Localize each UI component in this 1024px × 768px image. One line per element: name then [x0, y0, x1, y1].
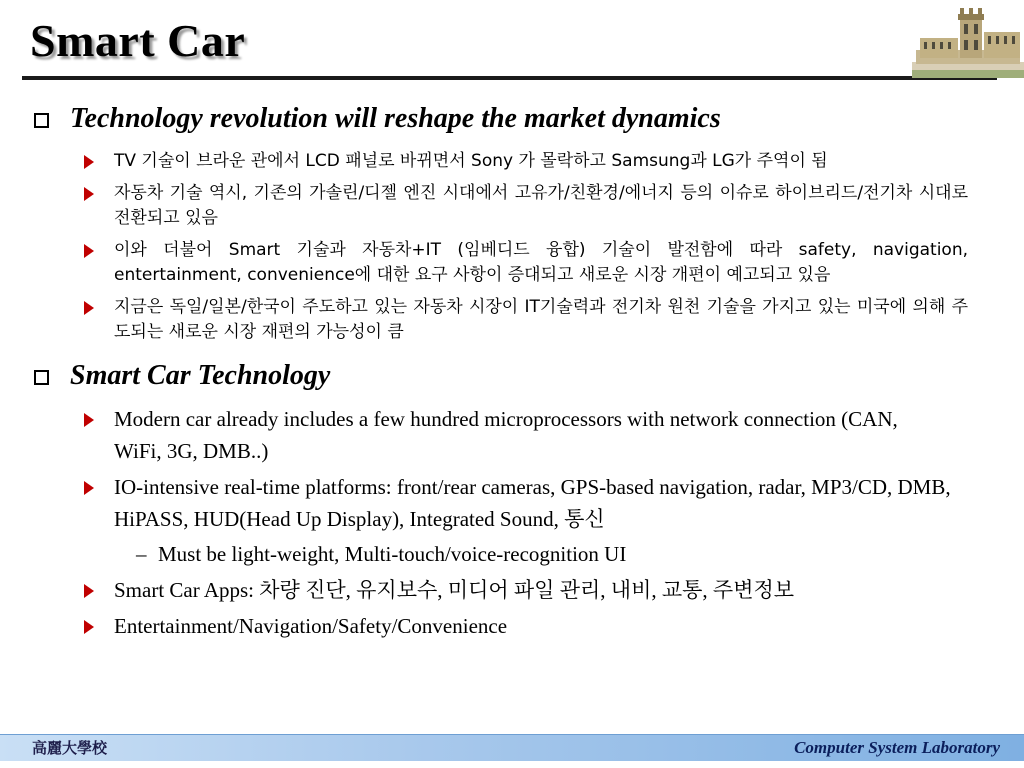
slide-content — [30, 100, 1000, 642]
red-arrowhead-icon — [84, 155, 94, 169]
footer-bar — [0, 734, 1024, 761]
bullet-item: 지금은 독일/일본/한국이 주도하고 있는 자동차 시장이 IT기술력과 전기차 원천 기술을 가지고 있는 미국에 의해 주도되는 새로운 시장 재편의 가능성이 큼 — [30, 295, 968, 345]
university-building-icon — [912, 4, 1024, 78]
red-arrowhead-icon — [84, 620, 94, 634]
red-arrowhead-icon — [84, 413, 94, 427]
red-arrowhead-icon — [84, 584, 94, 598]
bullet-item: TV 기술이 브라운 관에서 LCD 패널로 바뀌면서 Sony 가 몰락하고 Samsung과 LG가 주역이 됨 — [30, 149, 968, 174]
red-arrowhead-icon — [84, 244, 94, 258]
title-divider — [22, 76, 997, 80]
red-arrowhead-icon — [84, 187, 94, 201]
section-heading: Smart Car Technology — [30, 359, 1000, 393]
bullet-item: 이와 더불어 Smart 기술과 자동차+IT (임베디드 융합) 기술이 발전함에 따라 safety, navigation, entertainment, convenience에 대한 요구 사항이 증대되고 새로운 시장 개편이 예고되고 있음 — [30, 238, 968, 288]
bullet-item: Modern car already includes a few hundred microprocessors with network connection (CAN, WiFi, 3G, DMB..) — [30, 403, 900, 467]
university-name: 高麗大學校 — [32, 739, 108, 757]
bullet-item: Entertainment/Navigation/Safety/Convenience — [30, 610, 1000, 642]
section-heading: Technology revolution will reshape the market dynamics — [30, 102, 1000, 136]
sub-bullet-item: – Must be light-weight, Multi-touch/voice-recognition UI — [136, 542, 627, 566]
hollow-square-icon — [34, 370, 49, 385]
hollow-square-icon — [34, 113, 49, 128]
bullet-item: Smart Car Apps: 차량 진단, 유지보수, 미디어 파일 관리, 내비, 교통, 주변정보 — [30, 574, 1000, 606]
lab-name: Computer System Laboratory — [794, 738, 1000, 757]
slide-title: Smart Car — [30, 15, 246, 66]
red-arrowhead-icon — [84, 301, 94, 315]
red-arrowhead-icon — [84, 481, 94, 495]
bullet-item: 자동차 기술 역시, 기존의 가솔린/디젤 엔진 시대에서 고유가/친환경/에너지 등의 이슈로 하이브리드/전기차 시대로 전환되고 있음 — [30, 181, 968, 231]
bullet-item: IO-intensive real-time platforms: front/rear cameras, GPS-based navigation, radar, MP3/CD, DMB, HiPASS, HUD(Head Up Display), Integrated Sound, 통신 — [30, 471, 970, 535]
